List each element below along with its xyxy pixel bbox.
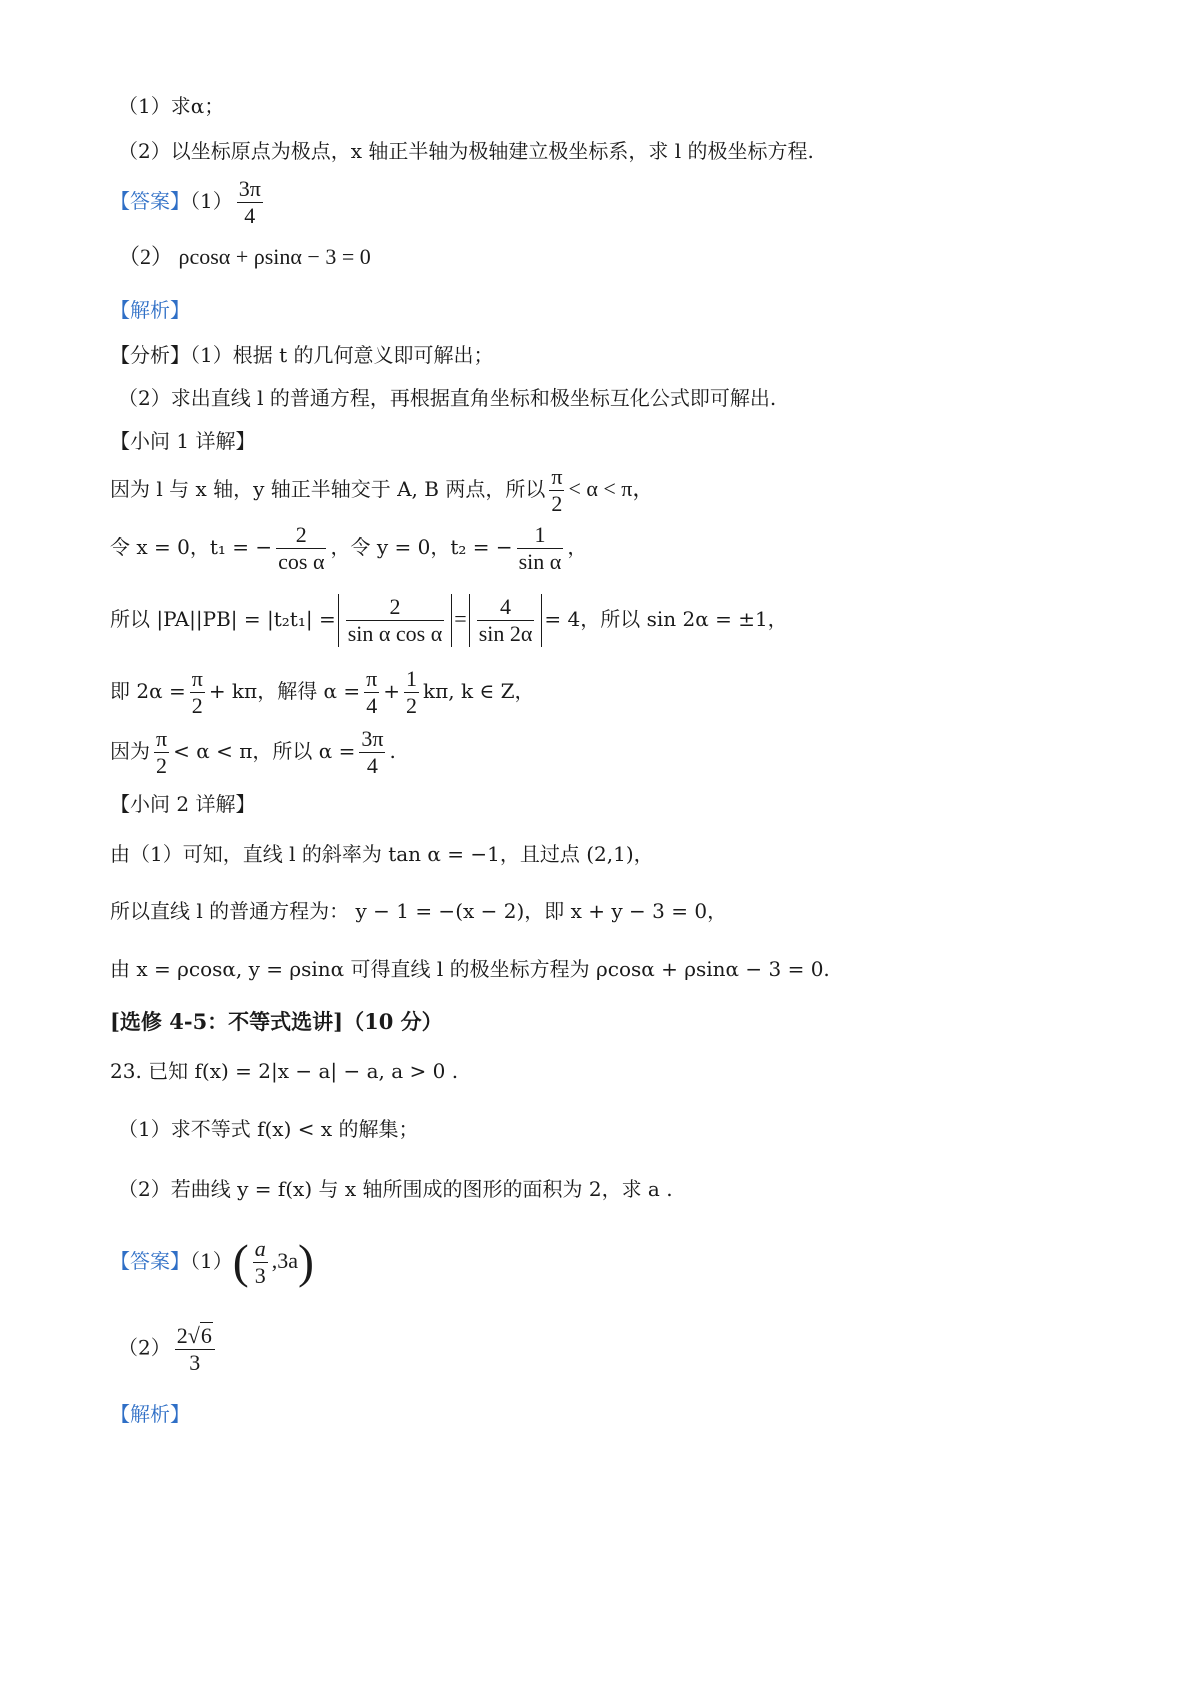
answer-23-part-2 <box>118 1322 219 1376</box>
solution-1-line-b <box>110 522 587 575</box>
section-heading: [选修 4-5：不等式选讲]（10 分） <box>110 1009 443 1034</box>
solution-1-line-e <box>110 726 396 779</box>
answer-label: 【答案】 <box>110 1249 190 1273</box>
solution-1-line-c <box>110 594 788 647</box>
frac-num: 3π <box>238 176 261 201</box>
fenxi-text-1: （1）根据 t 的几何意义即可解出； <box>190 343 494 367</box>
sub-question-2-heading: 【小问 2 详解】 <box>110 792 256 816</box>
answer-prefix: （2） <box>118 1335 171 1360</box>
frac-den: 3 <box>189 1350 201 1375</box>
solution-2-line-c: 由 x = ρcosα, y = ρsinα 可得直线 l 的极坐标方程为 ρcosα + ρsinα − 3 = 0. <box>110 957 830 981</box>
sub-question-1-heading: 【小问 1 详解】 <box>110 429 256 453</box>
frac-num: a <box>254 1236 266 1261</box>
text: = <box>454 606 467 631</box>
text: 因为 <box>110 739 150 763</box>
frac-den: 2 <box>406 693 418 718</box>
problem-23-part-2: （2）若曲线 y = f(x) 与 x 轴所围成的图形的面积为 2，求 a . <box>118 1177 673 1201</box>
fraction <box>154 726 169 779</box>
fenxi-label: 【分析】 <box>110 343 190 367</box>
text: kπ, k ∈ Z， <box>423 679 535 703</box>
solution-1-line-d <box>110 666 535 719</box>
frac-den: cos α <box>278 549 325 574</box>
frac-num: 2√6 <box>175 1322 215 1350</box>
fraction <box>477 594 535 647</box>
text: 令 x = 0，t₁ = − <box>110 535 273 559</box>
frac-den: 4 <box>366 693 378 718</box>
text: = 4，所以 sin 2α = ±1， <box>544 607 788 631</box>
frac-den: sin 2α <box>478 621 533 646</box>
problem-23-part-1: （1）求不等式 f(x) < x 的解集； <box>118 1117 419 1141</box>
answer-1-prefix: （1） <box>190 189 233 213</box>
solution-2-line-a: 由（1）可知，直线 l 的斜率为 tan α = −1，且过点 (2,1)， <box>110 842 654 866</box>
frac-num: 4 <box>477 594 535 621</box>
frac-num: 3π <box>361 726 384 751</box>
jiexi-label: 【解析】 <box>110 298 190 322</box>
fraction <box>276 522 326 575</box>
frac-num: 1 <box>517 522 564 549</box>
frac-den: 3 <box>254 1263 266 1288</box>
fraction <box>253 1236 268 1289</box>
frac-den: 2 <box>191 693 203 718</box>
fraction <box>549 464 564 517</box>
answer-1-fraction <box>237 176 263 229</box>
answer-prefix: （1） <box>190 1249 233 1273</box>
text: 所以 |PA||PB| = |t₂t₁| = <box>110 607 336 631</box>
frac-num: π <box>156 726 168 751</box>
answer-label: 【答案】 <box>110 189 190 213</box>
absolute-value <box>338 594 453 647</box>
text: 因为 l 与 x 轴，y 轴正半轴交于 A, B 两点，所以 <box>110 477 546 501</box>
frac-den: sin α cos α <box>347 621 443 646</box>
frac-num: π <box>191 666 203 691</box>
frac-num: 2 <box>276 522 326 549</box>
frac-num: π <box>366 666 378 691</box>
fraction <box>190 666 205 719</box>
frac-den: 2 <box>551 491 563 516</box>
fenxi-line-2: （2）求出直线 l 的普通方程，再根据直角坐标和极坐标互化公式即可解出. <box>118 386 777 410</box>
question-part-2: （2）以坐标原点为极点，x 轴正半轴为极轴建立极坐标系，求 l 的极坐标方程. <box>118 139 814 163</box>
text: . <box>389 739 396 763</box>
frac-den: sin α <box>518 549 562 574</box>
fraction <box>404 666 419 719</box>
paren-left: ( <box>232 1235 249 1289</box>
text: < α < π，所以 α = <box>173 739 356 763</box>
text: ， <box>567 535 588 559</box>
text: < α < π， <box>568 476 655 501</box>
problem-23: 23. 已知 f(x) = 2|x − a| − a, a > 0 . <box>110 1059 459 1083</box>
fraction <box>359 726 385 779</box>
fraction <box>175 1322 215 1376</box>
solution-1-line-a <box>110 464 654 517</box>
frac-den: 4 <box>366 753 378 778</box>
question-part-1: （1）求α； <box>118 94 225 118</box>
frac-den: 4 <box>244 203 256 228</box>
frac-den: 2 <box>156 753 168 778</box>
jiexi-label-2: 【解析】 <box>110 1402 190 1426</box>
fenxi-line-1 <box>110 341 493 369</box>
paren-right: ) <box>297 1235 314 1289</box>
solution-2-line-b: 所以直线 l 的普通方程为： y − 1 = −(x − 2)，即 x + y − 3 = 0， <box>110 899 728 923</box>
text: ,3a <box>271 1248 298 1273</box>
answer-1-line <box>110 176 267 229</box>
absolute-value <box>469 594 543 647</box>
frac-num: 2 <box>346 594 445 621</box>
text: + kπ，解得 α = <box>208 679 361 703</box>
frac-num: π <box>551 464 563 489</box>
text: ，令 y = 0，t₂ = − <box>330 535 513 559</box>
fraction <box>364 666 379 719</box>
answer-23-part-1 <box>110 1236 314 1289</box>
fraction <box>517 522 564 575</box>
frac-num: 1 <box>406 666 418 691</box>
fraction <box>346 594 445 647</box>
text: 即 2α = <box>110 679 186 703</box>
text: + <box>383 679 401 703</box>
coefficient: 2 <box>176 1323 188 1348</box>
answer-2-line: （2） ρcosα + ρsinα − 3 = 0 <box>118 244 371 269</box>
radicand: 6 <box>200 1323 212 1348</box>
